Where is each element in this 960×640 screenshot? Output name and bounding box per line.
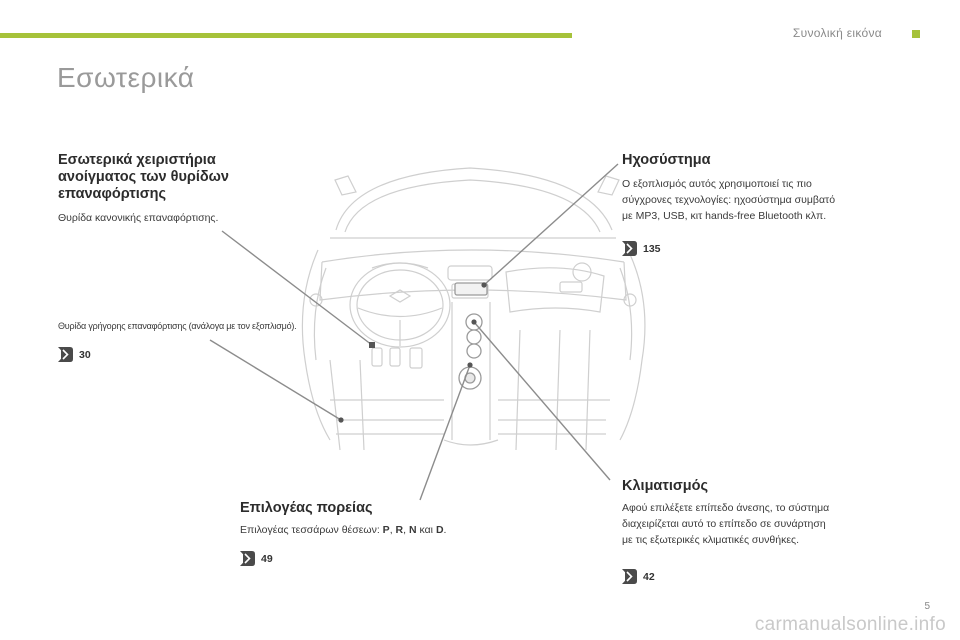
climate-text-line1: Αφού επιλέξετε επίπεδο άνεσης, το σύστημα [622, 502, 830, 514]
gear-sep-2: , [403, 524, 407, 536]
charging-flap-title-line2: ανοίγματος των θυρίδων [58, 169, 229, 185]
page-reference-arrow-icon [240, 551, 255, 566]
climate-title: Κλιματισμός [622, 478, 709, 494]
gear-end: . [443, 524, 447, 536]
audio-text-line3: με MP3, USB, κιτ hands-free Bluetooth κλπ. [622, 210, 827, 222]
gear-selector-title: Επιλογέας πορείας [240, 500, 373, 516]
climate-text-line3: με τις εξωτερικές κλιματικές συνθήκες. [622, 534, 799, 546]
charging-flap-title-line3: επαναφόρτισης [58, 186, 167, 202]
audio-title: Ηχοσύστημα [622, 152, 711, 168]
audio-text [622, 176, 835, 224]
dashboard-drawing [302, 168, 645, 450]
leader-endpoints [338, 282, 486, 422]
page-reference-arrow-icon [622, 569, 637, 584]
gear-selector-page-ref[interactable] [240, 551, 273, 566]
gear-position-d: D [435, 524, 444, 536]
charging-flap-title [58, 152, 229, 203]
header-section-title: Συνολική εικόνα [792, 26, 882, 40]
gear-selector-ref-number: 49 [261, 552, 273, 565]
climate-page-ref[interactable] [622, 569, 655, 584]
gear-selector-text-prefix: Επιλογέας τεσσάρων θέσεων: [240, 524, 380, 536]
page-reference-arrow-icon [622, 241, 637, 256]
gear-sep-1: , [389, 524, 393, 536]
audio-ref-number: 135 [643, 242, 661, 255]
climate-text-line2: διαχειρίζεται αυτό το επίπεδο σε συνάρτηση [622, 518, 826, 530]
gear-position-p: P [382, 524, 390, 536]
climate-ref-number: 42 [643, 570, 655, 583]
page-reference-arrow-icon [58, 347, 73, 362]
gear-conjunction: και [419, 524, 434, 536]
page-title: Εσωτερικά [57, 62, 195, 93]
leader-lines [210, 164, 618, 500]
fast-charging-flap-text: Θυρίδα γρήγορης επαναφόρτισης (ανάλογα με τον εξοπλισμό). [58, 321, 297, 331]
charging-flap-text: Θυρίδα κανονικής επαναφόρτισης. [58, 212, 219, 224]
watermark: carmanualsonline.info [754, 614, 946, 635]
charging-flap-title-line1: Εσωτερικά χειριστήρια [58, 152, 216, 168]
audio-text-line1: Ο εξοπλισμός αυτός χρησιμοποιεί τις πιο [622, 178, 812, 190]
audio-text-line2: σύγχρονες τεχνολογίες: ηχοσύστημα συμβατό [622, 194, 836, 206]
charging-flap-ref-number: 30 [79, 348, 91, 361]
climate-text [622, 500, 829, 548]
center-controls [455, 283, 487, 389]
charging-flap-page-ref[interactable] [58, 347, 91, 362]
gear-position-r: R [395, 524, 404, 536]
gear-selector-text [240, 522, 446, 538]
audio-page-ref[interactable] [622, 241, 661, 256]
page-number: 5 [924, 601, 930, 612]
gear-position-n: N [408, 524, 417, 536]
